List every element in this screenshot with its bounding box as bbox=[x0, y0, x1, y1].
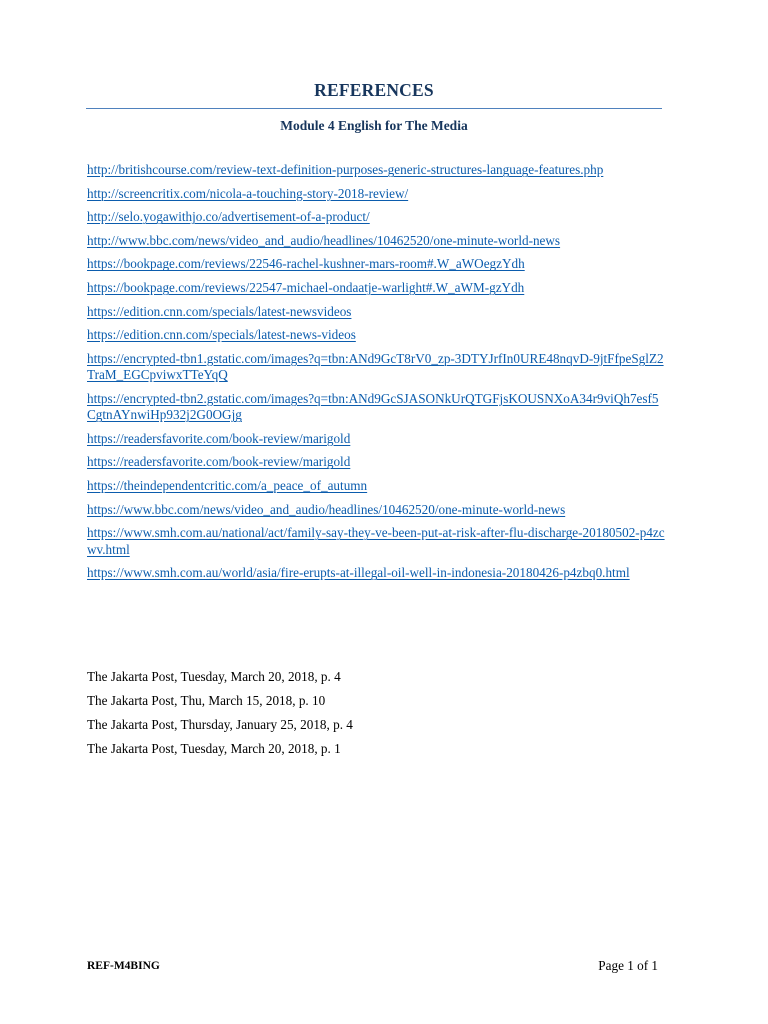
citation-item: The Jakarta Post, Thursday, January 25, 2018, p. 4 bbox=[87, 717, 353, 733]
reference-link-list bbox=[87, 162, 665, 589]
list-item bbox=[87, 565, 665, 581]
citation-item: The Jakarta Post, Tuesday, March 20, 2018, p. 1 bbox=[87, 741, 341, 757]
list-item bbox=[87, 327, 665, 343]
reference-link[interactable]: https://readersfavorite.com/book-review/marigold bbox=[87, 454, 351, 470]
citation-item: The Jakarta Post, Thu, March 15, 2018, p. 10 bbox=[87, 693, 326, 709]
reference-link[interactable]: http://screencritix.com/nicola-a-touching-story-2018-review/ bbox=[87, 185, 409, 201]
list-item bbox=[87, 209, 665, 225]
document-code: REF-M4BING bbox=[87, 960, 160, 972]
title-divider bbox=[86, 108, 662, 109]
reference-link[interactable]: http://selo.yogawithjo.co/advertisement-of-a-product/ bbox=[87, 209, 370, 225]
list-item bbox=[87, 351, 665, 384]
list-item bbox=[87, 391, 665, 424]
page-subtitle: Module 4 English for The Media bbox=[280, 118, 468, 133]
list-item bbox=[87, 454, 665, 470]
list-item bbox=[87, 478, 665, 494]
reference-link[interactable]: http://www.bbc.com/news/video_and_audio/headlines/10462520/one-minute-world-news bbox=[87, 232, 561, 248]
print-citation-list bbox=[87, 669, 665, 765]
reference-link[interactable]: https://bookpage.com/reviews/22546-rachel-kushner-mars-room#.W_aWOegzYdh bbox=[87, 256, 525, 272]
reference-link[interactable]: https://www.smh.com.au/world/asia/fire-erupts-at-illegal-oil-well-in-indonesia-20180426-p4zbq0.html bbox=[87, 565, 630, 581]
reference-link[interactable]: https://theindependentcritic.com/a_peace_of_autumn bbox=[87, 477, 368, 493]
list-item bbox=[87, 502, 665, 518]
reference-link[interactable]: http://britishcourse.com/review-text-definition-purposes-generic-structures-language-features.php bbox=[87, 162, 604, 177]
list-item bbox=[87, 256, 665, 272]
reference-link[interactable]: https://www.smh.com.au/national/act/family-say-they-ve-been-put-at-risk-after-flu-discharge-20180502-p4zcwv.html bbox=[87, 525, 665, 557]
reference-link[interactable]: https://readersfavorite.com/book-review/marigold bbox=[87, 430, 351, 446]
list-item bbox=[87, 162, 665, 178]
reference-link[interactable]: https://encrypted-tbn1.gstatic.com/images?q=tbn:ANd9GcT8rV0_zp-3DTYJrfIn0URE48nqvD-9jtFfpeSglZ2TraM_EGCpviwxTTeYqQ bbox=[87, 350, 664, 383]
list-item bbox=[87, 525, 665, 558]
list-item bbox=[87, 186, 665, 202]
list-item bbox=[87, 431, 665, 447]
reference-link[interactable]: https://edition.cnn.com/specials/latest-newsvideos bbox=[87, 303, 352, 319]
page-title: REFERENCES bbox=[314, 80, 434, 100]
page-number: Page 1 of 1 bbox=[598, 958, 658, 973]
list-item bbox=[87, 304, 665, 320]
reference-link[interactable]: https://www.bbc.com/news/video_and_audio/headlines/10462520/one-minute-world-news bbox=[87, 501, 566, 517]
citation-item: The Jakarta Post, Tuesday, March 20, 2018, p. 4 bbox=[87, 669, 341, 684]
reference-link[interactable]: https://edition.cnn.com/specials/latest-news-videos bbox=[87, 327, 356, 343]
reference-link[interactable]: https://encrypted-tbn2.gstatic.com/images?q=tbn:ANd9GcSJASONkUrQTGFjsKOUSNXoA34r9viQh7esf5CgtnAYnwiHp932j2G0OGjg bbox=[87, 390, 659, 423]
list-item bbox=[87, 233, 665, 249]
reference-link[interactable]: https://bookpage.com/reviews/22547-michael-ondaatje-warlight#.W_aWM-gzYdh bbox=[87, 279, 525, 295]
list-item bbox=[87, 280, 665, 296]
